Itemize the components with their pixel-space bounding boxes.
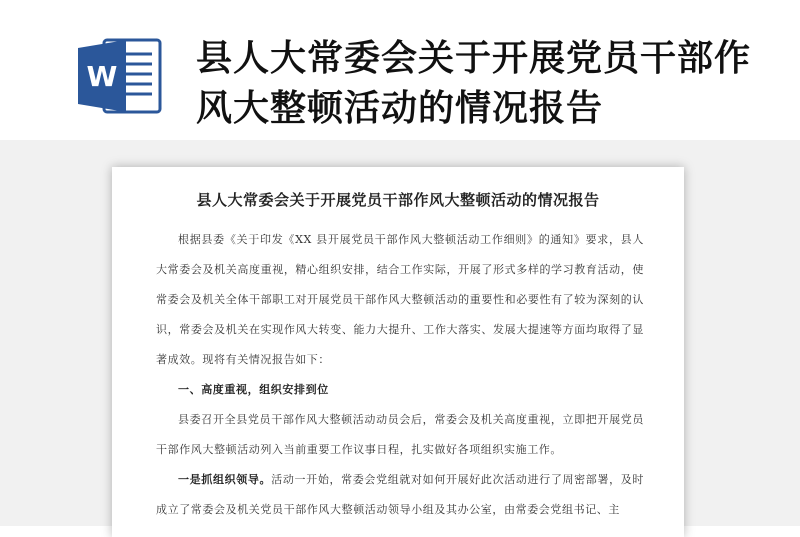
word-document-icon <box>74 36 166 116</box>
document-body <box>156 225 644 525</box>
word-icon-letter: W <box>86 60 118 93</box>
document-title: 县人大常委会关于开展党员干部作风大整顿活动的情况报告 <box>196 191 600 209</box>
paragraph <box>156 465 644 525</box>
paragraph: 根据县委《关于印发《XX 县开展党员干部作风大整顿活动工作细则》的通知》要求，县人大常委会及机关高度重视，精心组织安排，结合工作实际，开展了形式多样的学习教育活动，使常委会及机关全体干部职工对开展党员干部作风大整顿活动的重要性和必要性有了较为深刻的认识，常委会及机关在实现作风大转变、能力大提升、工作大落实、发展大提速等方面均取得了显著成效。现将有关情况报告如下： <box>156 233 644 366</box>
paragraph-lead: 一是抓组织领导。 <box>178 473 272 486</box>
paragraph-text: 活动一开始，常委会党组就对如何开展好此次活动进行了周密部署，及时成立了常委会及机关党员干部作风大整顿活动领导小组及其办公室，由常委会党组书记、主 <box>156 473 644 516</box>
page-title: 县人大常委会关于开展党员干部作风大整顿活动的情况报告 <box>196 38 752 129</box>
section-heading: 一、高度重视，组织安排到位 <box>178 383 329 396</box>
header <box>0 0 800 140</box>
document-page <box>112 167 684 537</box>
paragraph: 县委召开全县党员干部作风大整顿活动动员会后，常委会及机关高度重视，立即把开展党员干部作风大整顿活动列入当前重要工作议事日程，扎实做好各项组织实施工作。 <box>156 413 644 456</box>
